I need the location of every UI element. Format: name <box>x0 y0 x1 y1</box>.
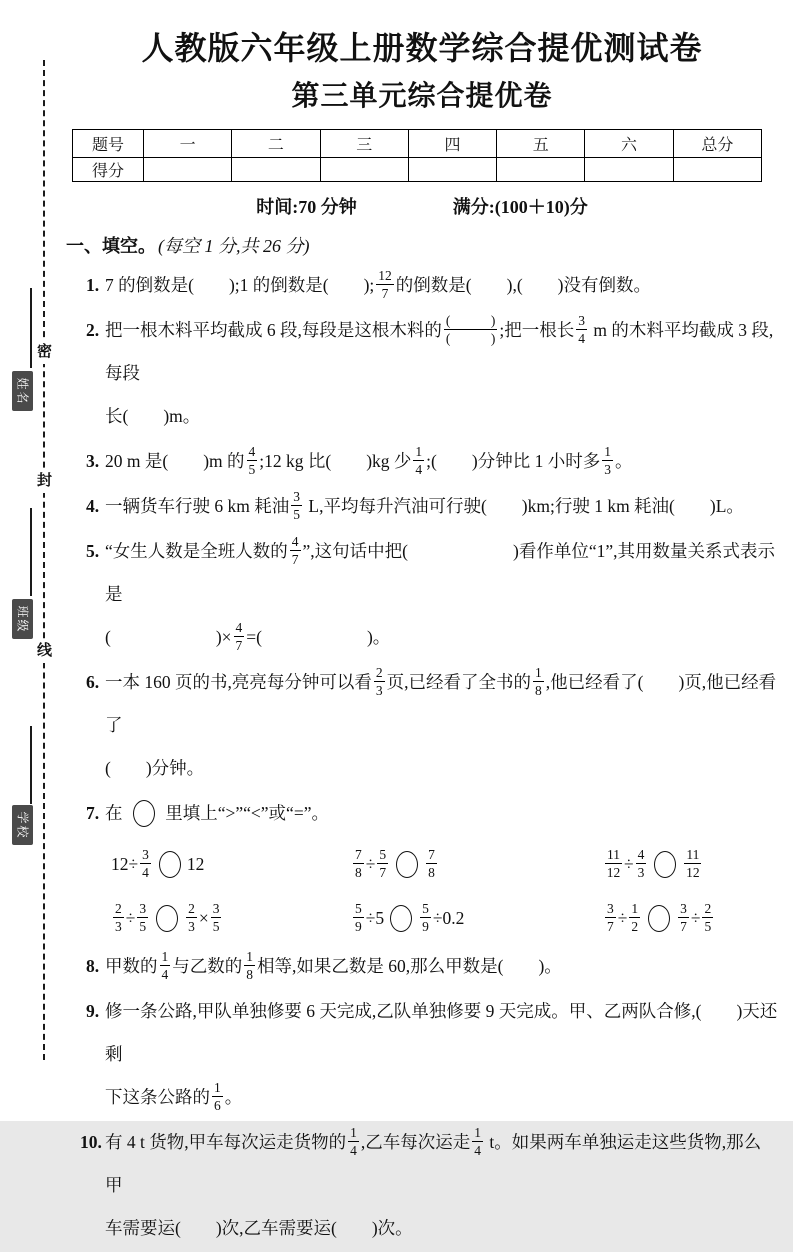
question-7 <box>66 792 778 943</box>
fraction-numerator: 1 <box>472 1125 483 1142</box>
q7-expression-1: 12÷ $\frac{3}{4}$ 12 <box>111 846 205 881</box>
fraction-numerator: 11 <box>605 847 622 864</box>
fraction-denominator: 8 <box>428 865 435 881</box>
fraction <box>244 949 255 982</box>
question-2 <box>66 309 778 438</box>
full-score: 满分:(100＋10)分 <box>452 196 588 217</box>
score-cell-empty <box>232 157 320 181</box>
fraction <box>444 313 498 346</box>
fraction-denominator: 7 <box>379 865 387 881</box>
fraction-denominator: 5 <box>248 462 256 478</box>
question-9 <box>66 990 778 1119</box>
question-number: 10. <box>80 1131 102 1152</box>
fraction <box>212 1080 223 1113</box>
fraction-denominator: 3 <box>375 683 383 699</box>
fraction-denominator: 7 <box>607 919 614 935</box>
fraction <box>426 847 437 880</box>
fraction <box>211 901 222 934</box>
score-header-cell: 二 <box>232 129 320 157</box>
score-header-cell: 一 <box>144 129 232 157</box>
fraction <box>636 847 647 880</box>
fraction <box>137 901 148 934</box>
score-header-cell: 五 <box>497 129 585 157</box>
fraction-denominator: 9 <box>422 919 429 935</box>
fraction-denominator: 8 <box>535 683 542 699</box>
q7-expression-2: $\frac{7}{8}$ ÷ $\frac{5}{7}$ $\frac{7}{8}$ <box>355 846 435 881</box>
fraction-denominator: 2 <box>631 919 639 935</box>
fraction-numerator: 5 <box>353 901 364 918</box>
fill-in-questions <box>66 264 778 1250</box>
fraction-numerator: 1 <box>348 1125 359 1142</box>
q7-expression-3: $\frac{11}{12}$ ÷ $\frac{4}{3}$ $\frac{11}{12}$ <box>606 846 700 881</box>
score-header-cell: 六 <box>585 129 673 157</box>
school-fill-line <box>30 726 32 804</box>
fraction-denominator: 5 <box>139 919 147 935</box>
fraction <box>113 901 124 934</box>
fraction-numerator: 1 <box>244 949 255 966</box>
q7-compare-row-1 <box>105 839 778 889</box>
fraction <box>420 901 431 934</box>
score-header-cell: 三 <box>320 129 408 157</box>
fraction-numerator: 2 <box>113 901 124 918</box>
comparison-circle <box>159 851 181 878</box>
fraction-numerator: 3 <box>140 847 151 864</box>
fraction-numerator: 3 <box>291 489 302 506</box>
question-8 <box>66 945 778 988</box>
question-number: 4. <box>86 495 100 516</box>
exam-meta <box>66 193 778 219</box>
fraction <box>533 665 544 698</box>
comparison-circle <box>654 851 676 878</box>
question-number: 8. <box>86 955 100 976</box>
question-number: 7. <box>86 802 100 823</box>
fraction <box>629 901 640 934</box>
q7-compare-row-2 <box>105 893 778 943</box>
comparison-circle <box>396 851 418 878</box>
fraction-denominator: 5 <box>704 919 712 935</box>
fraction-numerator: 2 <box>186 901 197 918</box>
fraction-denominator: 3 <box>637 865 645 881</box>
score-cell-empty <box>497 157 585 181</box>
question-text: 一辆货车行驶 6 km 耗油 $\frac{3}{5}$ L,平均每升汽油可行驶( )km;行驶 1 km 耗油( )L。 <box>105 488 744 523</box>
fraction-denominator: 7 <box>235 638 243 654</box>
fraction-numerator: 7 <box>353 847 364 864</box>
score-header-cell: 四 <box>408 129 496 157</box>
fraction-denominator: 7 <box>291 552 299 568</box>
fraction-numerator: 4 <box>234 620 245 637</box>
fraction-numerator: 3 <box>211 901 222 918</box>
q7-expression-6: $\frac{3}{7}$ ÷ $\frac{1}{2}$ $\frac{3}{7}$ ÷ $\frac{2}{5}$ <box>607 900 712 935</box>
paper-subtitle: 第三单元综合提优卷 <box>291 80 553 111</box>
question-text: 把一根木料平均截成 6 段,每段是这根木料的 $\frac{( )}{( )}$ ;把一根长 $\frac{3}{4}$ m 的木料平均截成 3 段,每段 长( )m。 <box>105 312 774 426</box>
q7-expression-5: $\frac{5}{9}$ ÷5 $\frac{5}{9}$ ÷0.2 <box>355 900 465 935</box>
fraction <box>605 901 616 934</box>
fraction-denominator: 12 <box>686 865 700 881</box>
seal-char-feng: 封 <box>35 470 54 493</box>
fraction-numerator: 3 <box>678 901 689 918</box>
section-one-note: (每空 1 分,共 26 分) <box>158 235 310 256</box>
fraction <box>413 444 424 477</box>
fraction-numerator: 1 <box>602 444 613 461</box>
fraction-numerator: 1 <box>212 1080 223 1097</box>
fraction <box>472 1125 483 1158</box>
fraction <box>377 847 388 880</box>
fraction-numerator: 3 <box>137 901 148 918</box>
score-table-score-row <box>73 157 762 181</box>
seal-dashed-line <box>43 60 45 1060</box>
fraction <box>374 665 385 698</box>
fraction <box>234 620 245 653</box>
fraction-denominator: 4 <box>142 865 149 881</box>
fraction <box>602 444 613 477</box>
fraction <box>290 534 301 567</box>
question-number: 6. <box>86 671 100 692</box>
fraction-denominator: 9 <box>355 919 362 935</box>
question-text: 甲数的 $\frac{1}{4}$ 与乙数的 $\frac{1}{8}$ 相等,如果乙数是 60,那么甲数是( )。 <box>105 948 562 983</box>
question-5 <box>66 530 778 659</box>
fraction-numerator: 3 <box>605 901 616 918</box>
question-6 <box>66 661 778 790</box>
fraction-numerator: 5 <box>420 901 431 918</box>
fraction-numerator: 2 <box>702 901 713 918</box>
fraction-denominator: 3 <box>188 919 195 935</box>
question-4 <box>66 485 778 528</box>
score-row-label: 得分 <box>73 157 144 181</box>
seal-label-class: 班级 <box>12 599 33 639</box>
score-cell-empty <box>320 157 408 181</box>
fraction-numerator: 3 <box>576 313 587 330</box>
fraction <box>605 847 622 880</box>
fraction <box>353 901 364 934</box>
question-number: 2. <box>86 319 100 340</box>
name-fill-line <box>30 288 32 368</box>
fraction-numerator: 7 <box>426 847 437 864</box>
fraction-numerator: 2 <box>374 665 385 682</box>
comparison-circle <box>390 905 412 932</box>
fraction-numerator: ( ) <box>444 313 498 330</box>
question-number: 5. <box>86 540 100 561</box>
fraction-numerator: 5 <box>377 847 388 864</box>
fraction-denominator: 7 <box>381 286 389 302</box>
score-cell-empty <box>585 157 673 181</box>
score-cell-empty <box>673 157 761 181</box>
score-header-cell: 题号 <box>73 129 144 157</box>
score-cell-empty <box>408 157 496 181</box>
question-text: 有 4 t 货物,甲车每次运走货物的 $\frac{1}{4}$ ,乙车每次运走 $\frac{1}{4}$ t。如果两车单独运走这些货物,那么甲 车需要运( )次,乙车需要运( )次。 <box>105 1124 762 1238</box>
question-text: 一本 160 页的书,亮亮每分钟可以看 $\frac{2}{3}$ 页,已经看了全书的 $\frac{1}{8}$ ,他已经看了( )页,他已经看了 ( )分钟。 <box>105 664 777 778</box>
fraction-numerator: 11 <box>684 847 701 864</box>
paper-content <box>66 28 778 1252</box>
question-number: 9. <box>86 1000 100 1021</box>
fraction-denominator: 8 <box>355 865 362 881</box>
question-text: 20 m 是( )m 的 $\frac{4}{5}$ ;12 kg 比( )kg 少 $\frac{1}{4}$ ;( )分钟比 1 小时多 $\frac{1}{3}$ 。 <box>105 443 633 478</box>
fraction-denominator: 3 <box>604 462 611 478</box>
section-one-header <box>66 232 778 258</box>
seal-char-mi: 密 <box>35 341 54 364</box>
fraction-denominator: 7 <box>680 919 687 935</box>
fraction-numerator: 12 <box>376 268 394 285</box>
score-cell-empty <box>144 157 232 181</box>
comparison-circle <box>156 905 178 932</box>
fraction <box>247 444 258 477</box>
fraction-denominator: 4 <box>415 462 423 478</box>
question-number: 1. <box>86 274 100 295</box>
fraction-numerator: 1 <box>413 444 424 461</box>
fraction-numerator: 1 <box>629 901 640 918</box>
fraction-numerator: 4 <box>290 534 301 551</box>
comparison-circle <box>133 800 155 827</box>
score-table-header-row <box>73 129 762 157</box>
fraction <box>186 901 197 934</box>
seal-label-school: 学校 <box>12 805 33 845</box>
fraction-denominator: 4 <box>474 1143 481 1159</box>
seal-label-name: 姓名 <box>12 371 33 411</box>
question-3 <box>66 440 778 483</box>
fraction-denominator: 5 <box>212 919 220 935</box>
time-limit: 时间:70 分钟 <box>256 196 357 217</box>
fraction-numerator: 4 <box>636 847 647 864</box>
question-1 <box>66 264 778 307</box>
score-table <box>72 129 762 182</box>
fraction <box>160 949 171 982</box>
fraction <box>678 901 689 934</box>
fraction <box>291 489 302 522</box>
fraction-denominator: 4 <box>161 967 169 983</box>
section-one-title: 一、填空。 <box>66 235 156 256</box>
fraction-denominator: ( ) <box>445 331 496 347</box>
fraction <box>702 901 713 934</box>
fraction-denominator: 5 <box>293 507 300 523</box>
question-text: “女生人数是全班人数的 $\frac{4}{7}$ ”,这句话中把( )看作单位“1”,其用数量关系式表示是 ( )× $\frac{4}{7}$ =( )。 <box>105 533 775 654</box>
fraction-denominator: 8 <box>246 967 253 983</box>
fraction-numerator: 1 <box>160 949 171 966</box>
fraction <box>376 268 394 301</box>
seal-char-xian: 线 <box>35 640 54 663</box>
question-text: 在 里填上“>”“<”或“=”。 <box>105 803 329 823</box>
fraction-denominator: 6 <box>214 1098 221 1114</box>
q7-expression-4: $\frac{2}{3}$ ÷ $\frac{3}{5}$ $\frac{2}{3}$ × $\frac{3}{5}$ <box>115 900 220 935</box>
fraction <box>576 313 587 346</box>
question-text: 修一条公路,甲队单独修要 6 天完成,乙队单独修要 9 天完成。甲、乙两队合修,( )天还剩 下这条公路的 $\frac{1}{6}$ 。 <box>105 1000 778 1114</box>
fraction <box>353 847 364 880</box>
score-header-cell: 总分 <box>673 129 761 157</box>
fraction-numerator: 1 <box>533 665 544 682</box>
fraction <box>140 847 151 880</box>
class-fill-line <box>30 508 32 596</box>
fraction-denominator: 3 <box>115 919 122 935</box>
paper-title: 人教版六年级上册数学综合提优测试卷 <box>141 30 703 66</box>
fraction-denominator: 4 <box>350 1143 357 1159</box>
fraction-denominator: 12 <box>606 865 621 881</box>
fraction-denominator: 4 <box>578 331 585 347</box>
question-10 <box>66 1121 778 1250</box>
fraction <box>348 1125 359 1158</box>
comparison-circle <box>648 905 670 932</box>
fraction <box>684 847 701 880</box>
fraction-numerator: 4 <box>247 444 258 461</box>
question-text: 7 的倒数是( );1 的倒数是( ); $\frac{12}{7}$ 的倒数是( ),( )没有倒数。 <box>105 267 651 302</box>
question-number: 3. <box>86 450 100 471</box>
